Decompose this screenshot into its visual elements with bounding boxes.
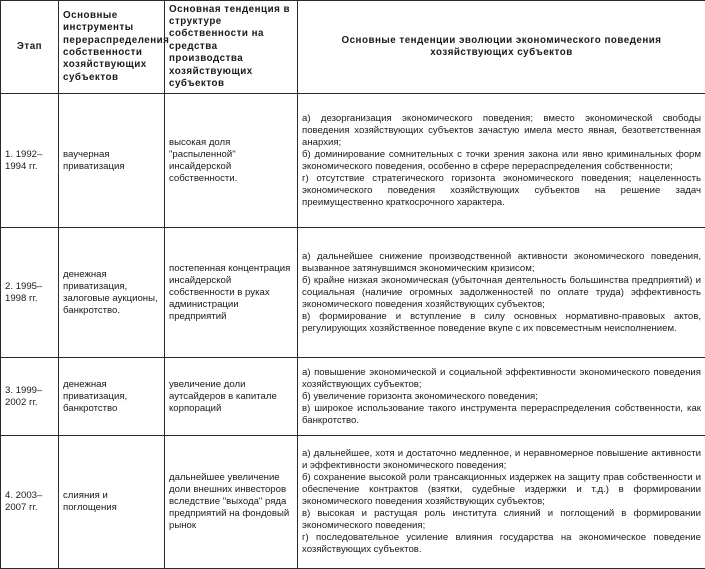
trend-item: а) дальнейшее снижение производственной активности экономического поведения, вызванное затянувшимся экономическим кризисом; [302, 251, 701, 275]
ownership-cell: увеличение доли аутсайдеров в капитале корпораций [165, 358, 298, 436]
trend-item: а) дезорганизация экономического поведения; вместо экономической свободы поведения хозяйствующих субъектов зачастую имела место явная, безответственная анархия; [302, 113, 701, 149]
stage-cell: 1. 1992–1994 гг. [1, 94, 59, 228]
ownership-cell: дальнейшее увеличение доли внешних инвесторов вследствие "выхода" ряда предприятий на фондовый рынок [165, 436, 298, 569]
trends-cell [298, 228, 705, 358]
table-row [1, 94, 705, 228]
trend-item: в) высокая и растущая роль института слияний и поглощений в формировании экономического поведения; [302, 508, 701, 532]
trend-item: б) крайне низкая экономическая (убыточная деятельность большинства предприятий) и социальная (наличие огромных задолженностей по оплате труда) эффективность экономического поведения хозяйствующих субъектов; [302, 275, 701, 311]
trend-item: б) доминирование сомнительных с точки зрения закона или явно криминальных форм экономического поведения, особенно в сфере перераспределения собственности; [302, 149, 701, 173]
header-stage: Этап [1, 1, 59, 94]
ownership-cell: постепенная концентрация инсайдерской собственности в руках администрации предприятий [165, 228, 298, 358]
trend-item: в) формирование и вступление в силу основных нормативно-правовых актов, регулирующих хозяйственное поведение вкупе с их повсеместным неисполнением. [302, 311, 701, 335]
table-row [1, 358, 705, 436]
ownership-cell: высокая доля "распыленной" инсайдерской собственности. [165, 94, 298, 228]
instruments-cell: денежная приватизация, залоговые аукционы, банкротство. [59, 228, 165, 358]
trend-item: а) повышение экономической и социальной эффективности экономического поведения хозяйствующих субъектов; [302, 367, 701, 391]
instruments-cell: денежная приватизация, банкротство [59, 358, 165, 436]
trends-cell [298, 94, 705, 228]
trend-item: г) отсутствие стратегического горизонта экономического поведения; нацеленность экономического поведения хозяйствующих субъектов на решение задач преимущественно краткосрочного характера. [302, 173, 701, 209]
table-row [1, 228, 705, 358]
instruments-cell: ваучерная приватизация [59, 94, 165, 228]
stage-cell: 2. 1995–1998 гг. [1, 228, 59, 358]
trend-item: в) широкое использование такого инструмента перераспределения собственности, как банкротство. [302, 403, 701, 427]
header-ownership-trend: Основная тенденция в структуре собственности на средства производства хозяйствующих субъектов [165, 1, 298, 94]
trend-item: а) дальнейшее, хотя и достаточно медленное, и неравномерное повышение активности и эффективности экономического поведения; [302, 448, 701, 472]
trends-cell [298, 436, 705, 569]
stage-cell: 4. 2003–2007 гг. [1, 436, 59, 569]
header-instruments: Основные инструменты перераспределения собственности хозяйствующих субъектов [59, 1, 165, 94]
table-row [1, 436, 705, 569]
instruments-cell: слияния и поглощения [59, 436, 165, 569]
trends-cell [298, 358, 705, 436]
trend-item: г) последовательное усиление влияния государства на экономическое поведение хозяйствующих субъектов. [302, 532, 701, 556]
trend-item: б) сохранение высокой роли трансакционных издержек на защиту прав собственности и обеспечение контрактов (взятки, судебные издержки и т.д.) в формировании экономического поведения хозяйствующих субъектов; [302, 472, 701, 508]
header-row [1, 1, 705, 94]
trend-item: б) увеличение горизонта экономического поведения; [302, 391, 701, 403]
header-evolution-trends: Основные тенденции эволюции экономического поведения хозяйствующих субъектов [298, 1, 705, 94]
stage-cell: 3. 1999–2002 гг. [1, 358, 59, 436]
